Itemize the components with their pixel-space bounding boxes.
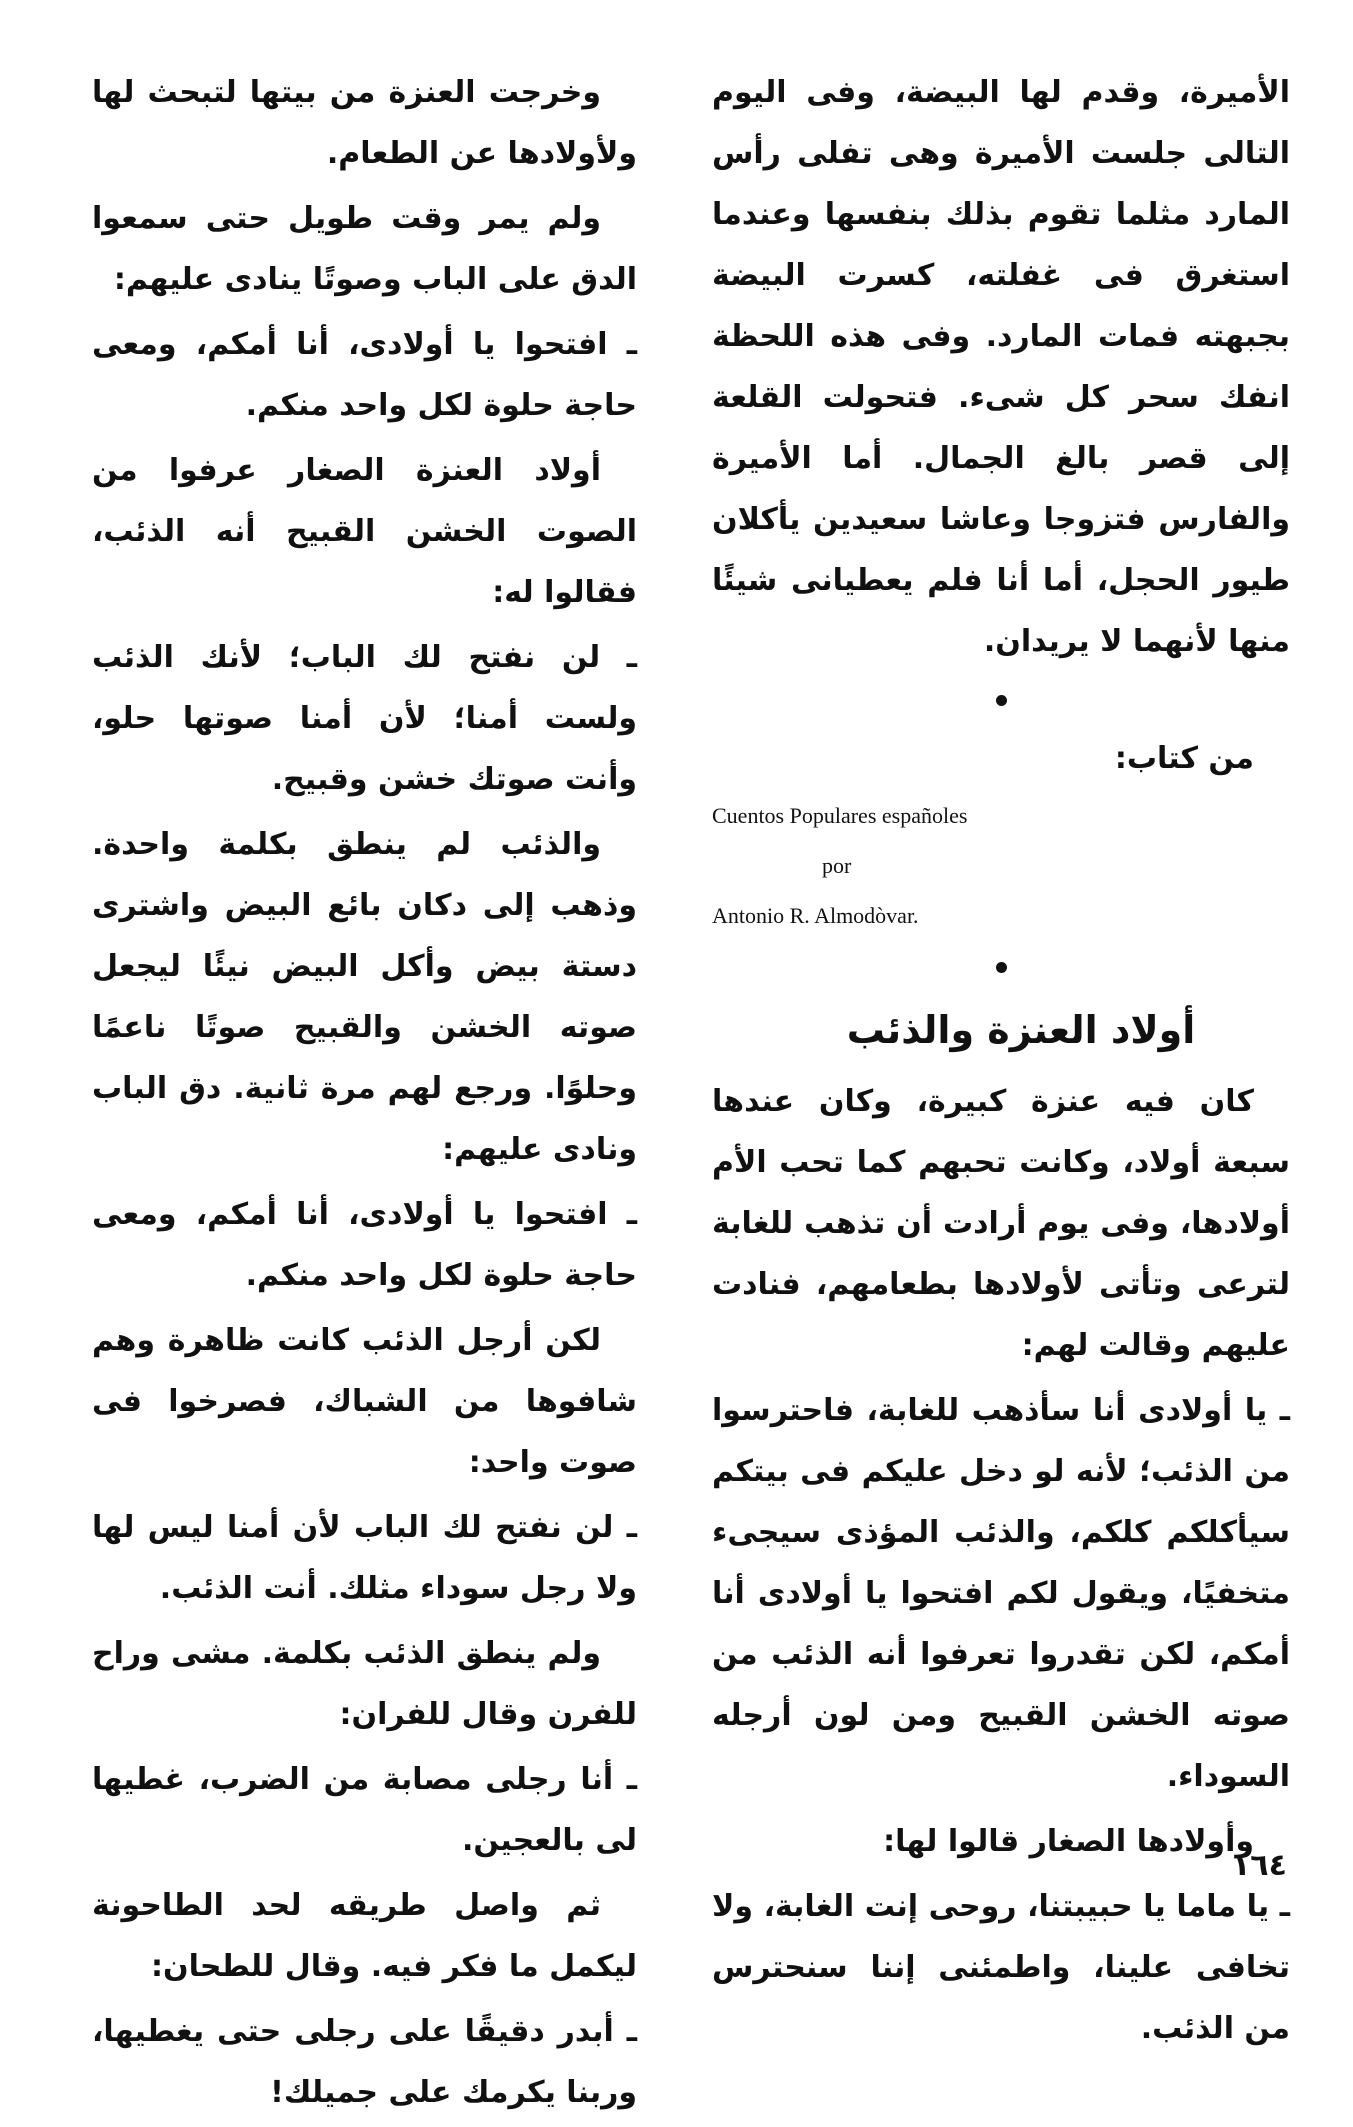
section-bullet (712, 947, 1290, 987)
paragraph: كان فيه عنزة كبيرة، وكان عندها سبعة أولاد، وكانت تحبهم كما تحب الأم أولادها، وفى يوم أرادت أن تذهب للغابة لترعى وتأتى لأولادها بطعامهم، فنادت عليهم وقالت لهم: (712, 1084, 1290, 1363)
dialogue-paragraph: ـ لن نفتح لك الباب لأن أمنا ليس لها ولا رجل سوداء مثلك. أنت الذئب. (92, 1510, 637, 1606)
source-by: por (822, 853, 852, 878)
bullet-dot-icon (996, 695, 1007, 706)
source-author: Antonio R. Almodòvar. (712, 903, 919, 928)
dialogue-paragraph: ـ افتحوا يا أولادى، أنا أمكم، ومعى حاجة حلوة لكل واحد منكم. (92, 327, 637, 423)
paragraph: ولم يمر وقت طويل حتى سمعوا الدق على الباب وصوتًا ينادى عليهم: (92, 201, 637, 297)
paragraph: ولم ينطق الذئب بكلمة. مشى وراح للفرن وقال للفران: (92, 1636, 637, 1732)
dialogue-paragraph: ـ أنا رجلى مصابة من الضرب، غطيها لى بالعجين. (92, 1762, 637, 1858)
paragraph: أولاد العنزة الصغار عرفوا من الصوت الخشن القبيح أنه الذئب، فقالوا له: (92, 453, 637, 610)
paragraph: وأولادها الصغار قالوا لها: (883, 1824, 1254, 1859)
dialogue-paragraph: ـ يا أولادى أنا سأذهب للغابة، فاحترسوا من الذئب؛ لأنه لو دخل عليكم فى بيتكم سيأكلكم كلكم، والذئب المؤذى سيجىء متخفيًا، ويقول لكم افتحوا يا أولادى أنا أمكم، لكن تقدروا تعرفوا أنه الذئب من صوته الخشن القبيح ومن لون أرجله السوداء. (712, 1393, 1290, 1794)
source-book-title: Cuentos Populares españoles (712, 803, 968, 828)
paragraph: الأميرة، وقدم لها البيضة، وفى اليوم التالى جلست الأميرة وهى تفلى رأس المارد مثلما تقوم بذلك بنفسها وعندما استغرق فى غفلته، كسرت البيضة بجبهته فمات المارد. وفى هذه اللحظة انفك سحر كل شىء. فتحولت القلعة إلى قصر بالغ الجمال. أما الأميرة والفارس فتزوجا وعاشا سعيدين يأكلان طيور الحجل، أما أنا فلم يعطيانى شيئًا منها لأنهما لا يريدان. (712, 75, 1290, 659)
page-number: ١٦٤ (1232, 1848, 1287, 1883)
section-bullet (712, 680, 1290, 720)
paragraph: وخرجت العنزة من بيتها لتبحث لها ولأولادها عن الطعام. (92, 75, 637, 171)
paragraph: ثم واصل طريقه لحد الطاحونة ليكمل ما فكر فيه. وقال للطحان: (92, 1888, 637, 1984)
story-title: أولاد العنزة والذئب (846, 1008, 1196, 1052)
dialogue-paragraph: ـ يا ماما يا حبيبتنا، روحى إنت الغابة، ولا تخافى علينا، واطمئنى إننا سنحترس من الذئب. (712, 1889, 1290, 2046)
source-label: من كتاب: (1114, 741, 1254, 776)
bullet-dot-icon (996, 962, 1007, 973)
paragraph: والذئب لم ينطق بكلمة واحدة. وذهب إلى دكان بائع البيض واشترى دستة بيض وأكل البيض نيئًا ليجعل صوته الخشن والقبيح صوتًا ناعمًا وحلوًا. ورجع لهم مرة ثانية. دق الباب ونادى عليهم: (92, 827, 637, 1167)
right-column (712, 62, 1290, 2063)
left-column (92, 62, 637, 2127)
paragraph: لكن أرجل الذئب كانت ظاهرة وهم شافوها من الشباك، فصرخوا فى صوت واحد: (92, 1323, 637, 1480)
dialogue-paragraph: ـ افتحوا يا أولادى، أنا أمكم، ومعى حاجة حلوة لكل واحد منكم. (92, 1197, 637, 1293)
dialogue-paragraph: ـ أبدر دقيقًا على رجلى حتى يغطيها، وربنا يكرمك على جميلك! (92, 2014, 637, 2110)
dialogue-paragraph: ـ لن نفتح لك الباب؛ لأنك الذئب ولست أمنا؛ لأن أمنا صوتها حلو، وأنت صوتك خشن وقبيح. (92, 640, 637, 797)
